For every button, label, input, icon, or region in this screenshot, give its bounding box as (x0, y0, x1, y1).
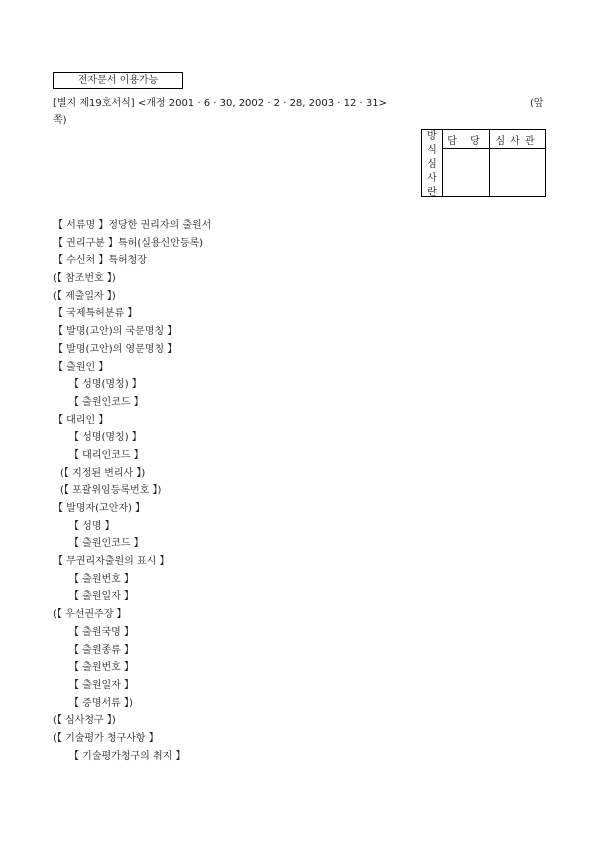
form-field-line: 【 발명자(고안자) 】 (53, 503, 146, 514)
form-field-line: (【 참조번호 】) (53, 273, 116, 285)
examiner-header: 심사관 (490, 130, 546, 149)
examination-side-label (422, 130, 443, 197)
form-field-line: 【 서류명 】정당한 권리자의 출원서 (53, 220, 212, 231)
form-field-line: (【 지정된 변리사 】) (60, 467, 146, 479)
form-field-line: 【 출원국명 】 (69, 626, 134, 638)
front-page-marker-cont: 쪽) (53, 115, 67, 126)
form-field-line: 【 성명(명칭) 】 (69, 432, 142, 444)
form-field-line: 【 수신처 】특허청장 (53, 255, 147, 267)
side-char: 심 (427, 159, 437, 170)
examiner-signature-cell (490, 149, 546, 197)
electronic-document-badge: 전자문서 이용가능 (53, 72, 183, 89)
form-field-line: 【 출원인코드 】 (69, 396, 144, 408)
form-field-line: 【 대리인 】 (53, 414, 109, 426)
form-field-line: (【 포괄위임등록번호 】) (60, 485, 162, 497)
form-field-line: 【 기술평가청구의 취지 】 (69, 750, 186, 762)
form-field-line: (【 제출일자 】) (53, 290, 116, 302)
form-field-line: 【 증명서류 】) (69, 697, 133, 709)
form-field-line: 【 출원종류 】 (69, 644, 134, 656)
officer-header: 담 당 (443, 130, 490, 149)
form-field-line: 【 출원일자 】 (69, 679, 134, 691)
form-field-line: 【 무권리자출원의 표시 】 (53, 556, 170, 568)
form-field-line: 【 국제특허분류 】 (53, 308, 138, 320)
side-char: 식 (427, 145, 437, 156)
front-page-marker: (앞 (530, 98, 544, 109)
form-field-line: 【 대리인코드 】 (69, 449, 144, 461)
form-field-line: 【 출원번호 】 (69, 573, 134, 585)
form-field-line: (【 기술평가 청구사항 】 (53, 732, 159, 744)
form-field-line: 【 발명(고안)의 영문명칭 】 (53, 343, 178, 355)
side-char: 란 (427, 187, 437, 196)
form-field-line: (【 심사청구 】) (53, 715, 116, 727)
form-field-line: 【 성명(명칭) 】 (69, 379, 142, 391)
side-char: 방 (427, 131, 437, 142)
form-field-line: 【 출원인코드 】 (69, 538, 144, 550)
side-char: 사 (427, 173, 437, 184)
form-field-line: 【 출원번호 】 (69, 662, 134, 674)
form-field-line: 【 권리구분 】특허(실용신안등록) (53, 237, 204, 249)
application-fields (53, 217, 533, 765)
form-field-line: 【 발명(고안)의 국문명칭 】 (53, 326, 178, 338)
form-field-line: 【 성명 】 (69, 520, 115, 532)
officer-signature-cell (443, 149, 490, 197)
form-field-line: (【 우선권주장 】 (53, 609, 127, 621)
form-revision-note (53, 95, 544, 126)
form-number-line: [별지 제19호서식] <개정 2001 · 6 · 30, 2002 · 2 · 28, 2003 · 12 · 31> (53, 98, 388, 109)
form-field-line: 【 출원인 】 (53, 361, 109, 373)
form-field-line: 【 출원일자 】 (69, 591, 134, 603)
examination-box (421, 129, 546, 197)
